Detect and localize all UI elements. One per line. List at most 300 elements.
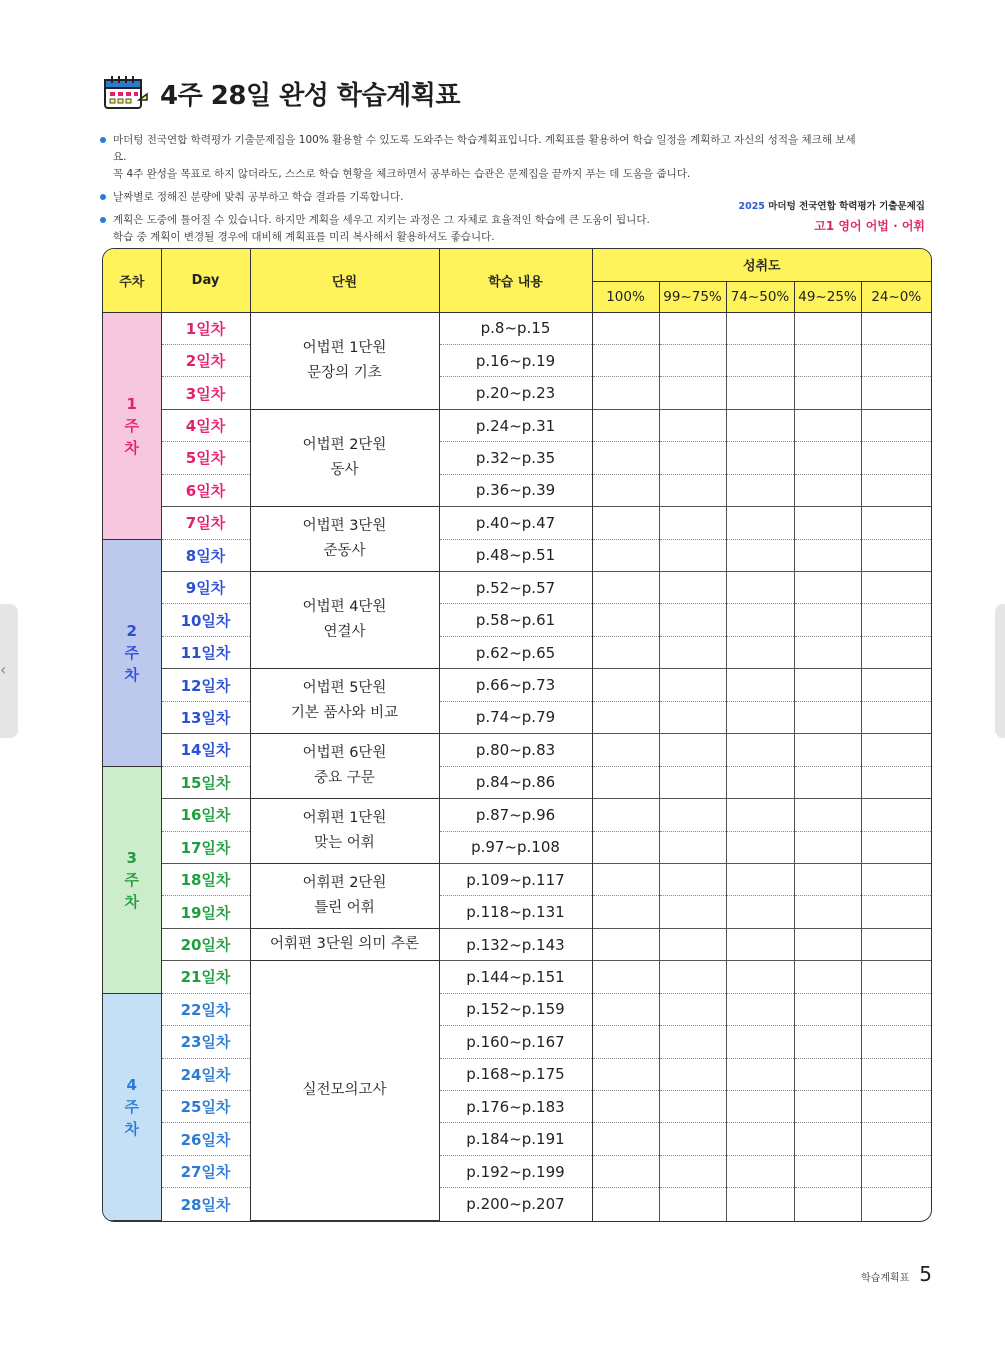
achievement-checkbox[interactable] [726,539,794,571]
instruction-line: 계획은 도중에 틀어질 수 있습니다. 하지만 계획을 세우고 지키는 과정은 그 자체로 효율적인 학습에 큰 도움이 됩니다. [113,214,650,226]
table-row [103,766,931,798]
unit-cell [250,961,439,1221]
pages-cell: p.168~p.175 [439,1058,592,1090]
table-row [103,539,931,571]
achievement-checkbox[interactable] [659,604,726,636]
unit-line: 어법편 3단원 [302,518,387,535]
achievement-checkbox[interactable] [794,1091,861,1123]
achievement-checkbox[interactable] [794,474,861,506]
achievement-checkbox[interactable] [592,766,659,798]
achievement-checkbox[interactable] [659,863,726,895]
achievement-checkbox[interactable] [659,312,726,344]
achievement-checkbox[interactable] [659,507,726,539]
achievement-checkbox[interactable] [861,636,931,668]
table-row [103,831,931,863]
achievement-checkbox[interactable] [726,604,794,636]
table-row [103,1091,931,1123]
unit-cell [250,799,439,864]
week-label [103,539,161,766]
table-row [103,896,931,928]
achievement-checkbox[interactable] [861,993,931,1025]
achievement-checkbox[interactable] [592,539,659,571]
achievement-checkbox[interactable] [726,344,794,376]
achievement-checkbox[interactable] [726,1188,794,1221]
achievement-checkbox[interactable] [726,1091,794,1123]
achievement-checkbox[interactable] [592,572,659,604]
achievement-checkbox[interactable] [861,669,931,701]
pages-cell: p.52~p.57 [439,572,592,604]
table-row [103,1155,931,1187]
table-row [103,442,931,474]
pages-cell: p.80~p.83 [439,734,592,766]
pages-cell: p.40~p.47 [439,507,592,539]
unit-line: 연결사 [323,624,366,641]
week-label-char: 주 [124,416,139,435]
day-cell: 15일차 [161,766,250,798]
day-cell: 5일차 [161,442,250,474]
achievement-checkbox[interactable] [794,604,861,636]
unit-cell [250,734,439,799]
achievement-checkbox[interactable] [659,993,726,1025]
day-cell: 3일차 [161,377,250,409]
achievement-checkbox[interactable] [794,896,861,928]
footer-label: 학습계획표 [860,1273,910,1284]
pages-cell: p.109~p.117 [439,863,592,895]
table-row [103,636,931,668]
chevron-left-icon: ‹ [0,660,7,679]
achievement-checkbox[interactable] [659,1155,726,1187]
week-label-char: 3 [126,848,137,867]
pages-cell: p.32~p.35 [439,442,592,474]
pages-cell: p.24~p.31 [439,409,592,441]
unit-line: 어휘편 1단원 [302,810,387,826]
unit-line: 어법편 6단원 [302,745,387,762]
achievement-checkbox[interactable] [726,1155,794,1187]
table-row [103,1188,931,1221]
achievement-checkbox[interactable] [794,312,861,344]
pages-cell: p.152~p.159 [439,993,592,1025]
unit-line: 기본 품사와 비교 [290,705,399,722]
achievement-checkbox[interactable] [861,409,931,441]
achievement-checkbox[interactable] [861,1058,931,1090]
pages-cell: p.132~p.143 [439,928,592,960]
achievement-checkbox[interactable] [659,1026,726,1058]
header-unit: 단원 [250,249,439,312]
day-cell: 28일차 [161,1188,250,1221]
unit-cell [250,863,439,928]
instruction-line: 학습 중 계획이 변경될 경우에 대비해 계획표를 미리 복사해서 활용하셔도 좋습니다. [113,231,495,243]
title-row [102,74,460,112]
achievement-checkbox[interactable] [659,669,726,701]
achievement-checkbox[interactable] [861,799,931,831]
achievement-checkbox[interactable] [659,928,726,960]
day-cell: 12일차 [161,669,250,701]
day-cell: 13일차 [161,701,250,733]
unit-line: 실전모의고사 [302,1082,387,1099]
pages-cell: p.118~p.131 [439,896,592,928]
day-cell: 26일차 [161,1123,250,1155]
achievement-checkbox[interactable] [592,377,659,409]
week-label-char: 차 [124,438,139,457]
achievement-checkbox[interactable] [592,993,659,1025]
table-row [103,312,931,344]
week-label-char: 2 [126,621,137,640]
instruction-line: 마더텅 전국연합 학력평가 기출문제집을 100% 활용할 수 있도록 도와주는 학습계획표입니다. 계획표를 활용하여 학습 일정을 계획하고 자신의 성적을 체크해 보세요. [113,134,856,163]
achievement-checkbox[interactable] [726,312,794,344]
achievement-checkbox[interactable] [794,442,861,474]
achievement-checkbox[interactable] [659,409,726,441]
achievement-checkbox[interactable] [726,507,794,539]
achievement-checkbox[interactable] [794,539,861,571]
unit-line: 중요 구문 [314,770,375,787]
unit-line: 어휘편 3단원 의미 추론 [269,936,420,953]
pages-cell: p.87~p.96 [439,799,592,831]
achievement-checkbox[interactable] [659,377,726,409]
achievement-checkbox[interactable] [861,1188,931,1221]
week-label [103,312,161,539]
achievement-checkbox[interactable] [592,312,659,344]
pages-cell: p.16~p.19 [439,344,592,376]
table-row [103,409,931,441]
unit-line: 틀린 어휘 [314,899,375,916]
achievement-checkbox[interactable] [794,961,861,993]
achievement-checkbox[interactable] [861,863,931,895]
pages-cell: p.8~p.15 [439,312,592,344]
achievement-checkbox[interactable] [794,831,861,863]
week-label-char: 주 [124,870,139,889]
achievement-checkbox[interactable] [592,1091,659,1123]
achievement-checkbox[interactable] [794,766,861,798]
bullet-icon [100,194,106,200]
day-cell: 17일차 [161,831,250,863]
book-brand [738,198,925,234]
pages-cell: p.200~p.207 [439,1188,592,1221]
achievement-checkbox[interactable] [592,1155,659,1187]
table-row [103,377,931,409]
header-grade: 100% [592,281,659,312]
header-grade: 24~0% [861,281,931,312]
instructions [100,132,860,252]
achievement-checkbox[interactable] [659,961,726,993]
achievement-checkbox[interactable] [592,863,659,895]
achievement-checkbox[interactable] [592,831,659,863]
achievement-checkbox[interactable] [794,799,861,831]
day-cell: 10일차 [161,604,250,636]
day-cell: 14일차 [161,734,250,766]
table-row [103,1026,931,1058]
achievement-checkbox[interactable] [794,1058,861,1090]
achievement-checkbox[interactable] [592,734,659,766]
achievement-checkbox[interactable] [794,701,861,733]
pages-cell: p.160~p.167 [439,1026,592,1058]
achievement-checkbox[interactable] [659,896,726,928]
achievement-checkbox[interactable] [659,474,726,506]
pages-cell: p.192~p.199 [439,1155,592,1187]
day-cell: 25일차 [161,1091,250,1123]
day-cell: 22일차 [161,993,250,1025]
achievement-checkbox[interactable] [726,831,794,863]
unit-cell [250,572,439,669]
page-footer [861,1262,932,1286]
achievement-checkbox[interactable] [726,409,794,441]
instruction-line: 날짜별로 정해진 분량에 맞춰 공부하고 학습 결과를 기록합니다. [113,191,404,203]
achievement-checkbox[interactable] [592,604,659,636]
header-achievement: 성취도 [592,249,931,281]
unit-cell [250,312,439,409]
achievement-checkbox[interactable] [794,928,861,960]
pages-cell: p.84~p.86 [439,766,592,798]
achievement-checkbox[interactable] [861,572,931,604]
bullet-icon [100,217,106,223]
achievement-checkbox[interactable] [861,928,931,960]
achievement-checkbox[interactable] [861,1026,931,1058]
achievement-checkbox[interactable] [726,734,794,766]
achievement-checkbox[interactable] [726,799,794,831]
table-row [103,604,931,636]
achievement-checkbox[interactable] [726,701,794,733]
achievement-checkbox[interactable] [861,831,931,863]
day-cell: 18일차 [161,863,250,895]
achievement-checkbox[interactable] [794,636,861,668]
unit-line: 어법편 5단원 [302,680,387,697]
pages-cell: p.48~p.51 [439,539,592,571]
pages-cell: p.144~p.151 [439,961,592,993]
table-row [103,928,931,960]
pages-cell: p.66~p.73 [439,669,592,701]
achievement-checkbox[interactable] [726,572,794,604]
achievement-checkbox[interactable] [726,377,794,409]
achievement-checkbox[interactable] [794,409,861,441]
week-label-char: 차 [124,1119,139,1138]
table-row [103,734,931,766]
day-cell: 6일차 [161,474,250,506]
achievement-checkbox[interactable] [592,1188,659,1221]
achievement-checkbox[interactable] [659,442,726,474]
achievement-checkbox[interactable] [861,604,931,636]
unit-line: 준동사 [323,543,366,560]
achievement-checkbox[interactable] [726,928,794,960]
achievement-checkbox[interactable] [861,312,931,344]
achievement-checkbox[interactable] [861,1091,931,1123]
pages-cell: p.184~p.191 [439,1123,592,1155]
table-row [103,701,931,733]
achievement-checkbox[interactable] [861,896,931,928]
unit-line: 맞는 어휘 [314,835,375,851]
achievement-checkbox[interactable] [592,474,659,506]
day-cell: 7일차 [161,507,250,539]
achievement-checkbox[interactable] [794,734,861,766]
achievement-checkbox[interactable] [659,1188,726,1221]
achievement-checkbox[interactable] [592,896,659,928]
achievement-checkbox[interactable] [659,1058,726,1090]
pages-cell: p.62~p.65 [439,636,592,668]
prev-page-tab[interactable] [0,604,18,738]
week-label-char: 4 [126,1075,137,1094]
day-cell: 19일차 [161,896,250,928]
achievement-checkbox[interactable] [861,344,931,376]
achievement-checkbox[interactable] [659,1123,726,1155]
achievement-checkbox[interactable] [592,1123,659,1155]
achievement-checkbox[interactable] [726,474,794,506]
unit-cell [250,507,439,572]
achievement-checkbox[interactable] [861,734,931,766]
achievement-checkbox[interactable] [861,1155,931,1187]
day-cell: 4일차 [161,409,250,441]
achievement-checkbox[interactable] [794,377,861,409]
header-grade: 49~25% [794,281,861,312]
achievement-checkbox[interactable] [861,539,931,571]
pages-cell: p.97~p.108 [439,831,592,863]
achievement-checkbox[interactable] [861,474,931,506]
header-week: 주차 [103,249,161,312]
pages-cell: p.74~p.79 [439,701,592,733]
table-row [103,1058,931,1090]
achievement-checkbox[interactable] [794,344,861,376]
week-label-char: 1 [126,394,137,413]
unit-line: 어법편 4단원 [302,599,387,616]
unit-line: 동사 [330,461,359,478]
achievement-checkbox[interactable] [659,734,726,766]
achievement-checkbox[interactable] [861,442,931,474]
achievement-checkbox[interactable] [592,701,659,733]
day-cell: 1일차 [161,312,250,344]
page-title: 4주 28일 완성 학습계획표 [160,80,460,111]
week-label [103,993,161,1220]
achievement-checkbox[interactable] [726,863,794,895]
book-series: 2025 마더텅 전국연합 학력평가 기출문제집 [738,201,925,212]
achievement-checkbox[interactable] [592,636,659,668]
achievement-checkbox[interactable] [726,961,794,993]
unit-cell [250,928,439,960]
achievement-checkbox[interactable] [592,928,659,960]
unit-line: 어법편 2단원 [302,436,387,453]
table-row [103,993,931,1025]
achievement-checkbox[interactable] [794,669,861,701]
achievement-checkbox[interactable] [592,799,659,831]
achievement-checkbox[interactable] [659,344,726,376]
achievement-checkbox[interactable] [592,961,659,993]
achievement-checkbox[interactable] [794,993,861,1025]
week-label-char: 차 [124,665,139,684]
achievement-checkbox[interactable] [592,1026,659,1058]
unit-cell [250,409,439,506]
achievement-checkbox[interactable] [659,701,726,733]
header-content: 학습 내용 [439,249,592,312]
unit-line: 어휘편 2단원 [302,874,387,891]
achievement-checkbox[interactable] [726,1026,794,1058]
week-label [103,766,161,993]
achievement-checkbox[interactable] [726,636,794,668]
achievement-checkbox[interactable] [861,377,931,409]
header-grade: 74~50% [726,281,794,312]
achievement-checkbox[interactable] [659,636,726,668]
achievement-checkbox[interactable] [726,442,794,474]
week-label-char: 주 [124,1097,139,1116]
bullet-icon [100,137,106,143]
achievement-checkbox[interactable] [726,1058,794,1090]
achievement-checkbox[interactable] [794,507,861,539]
achievement-checkbox[interactable] [861,766,931,798]
achievement-checkbox[interactable] [726,766,794,798]
day-cell: 20일차 [161,928,250,960]
next-page-tab[interactable] [995,604,1005,738]
day-cell: 16일차 [161,799,250,831]
instruction-line: 꼭 4주 완성을 목표로 하지 않더라도, 스스로 학습 현황을 체크하면서 공부하는 습관은 문제집을 끝까지 푸는 데 도움을 줍니다. [113,168,691,180]
header-day: Day [161,249,250,312]
achievement-checkbox[interactable] [861,961,931,993]
unit-line: 문장의 기초 [307,364,382,381]
day-cell: 24일차 [161,1058,250,1090]
pages-cell: p.36~p.39 [439,474,592,506]
achievement-checkbox[interactable] [659,831,726,863]
table-row [103,799,931,831]
achievement-checkbox[interactable] [794,572,861,604]
study-plan-table [102,248,932,1222]
day-cell: 9일차 [161,572,250,604]
achievement-checkbox[interactable] [592,409,659,441]
day-cell: 11일차 [161,636,250,668]
table-row [103,507,931,539]
achievement-checkbox[interactable] [794,1123,861,1155]
day-cell: 23일차 [161,1026,250,1058]
day-cell: 2일차 [161,344,250,376]
achievement-checkbox[interactable] [592,442,659,474]
pages-cell: p.20~p.23 [439,377,592,409]
pages-cell: p.176~p.183 [439,1091,592,1123]
achievement-checkbox[interactable] [726,993,794,1025]
table-row [103,961,931,993]
achievement-checkbox[interactable] [592,507,659,539]
table-row [103,572,931,604]
table-row [103,1123,931,1155]
achievement-checkbox[interactable] [861,701,931,733]
header-grade: 99~75% [659,281,726,312]
unit-line: 어법편 1단원 [302,339,387,356]
pages-cell: p.58~p.61 [439,604,592,636]
achievement-checkbox[interactable] [592,669,659,701]
instruction-item [100,132,860,183]
unit-cell [250,669,439,734]
achievement-checkbox[interactable] [726,669,794,701]
achievement-checkbox[interactable] [592,344,659,376]
achievement-checkbox[interactable] [659,766,726,798]
table-row [103,863,931,895]
table-row [103,474,931,506]
achievement-checkbox[interactable] [726,896,794,928]
achievement-checkbox[interactable] [659,572,726,604]
table-row [103,344,931,376]
achievement-checkbox[interactable] [861,1123,931,1155]
achievement-checkbox[interactable] [794,1155,861,1187]
achievement-checkbox[interactable] [861,507,931,539]
achievement-checkbox[interactable] [659,539,726,571]
week-label-char: 차 [124,892,139,911]
achievement-checkbox[interactable] [592,1058,659,1090]
page-number: 5 [919,1262,932,1286]
achievement-checkbox[interactable] [794,1188,861,1221]
day-cell: 8일차 [161,539,250,571]
achievement-checkbox[interactable] [794,863,861,895]
table-row [103,669,931,701]
achievement-checkbox[interactable] [726,1123,794,1155]
day-cell: 27일차 [161,1155,250,1187]
achievement-checkbox[interactable] [794,1026,861,1058]
achievement-checkbox[interactable] [659,799,726,831]
book-subtitle: 고1 영어 어법 · 어휘 [814,219,925,233]
week-label-char: 주 [124,643,139,662]
planner-icon [102,74,148,112]
achievement-checkbox[interactable] [659,1091,726,1123]
